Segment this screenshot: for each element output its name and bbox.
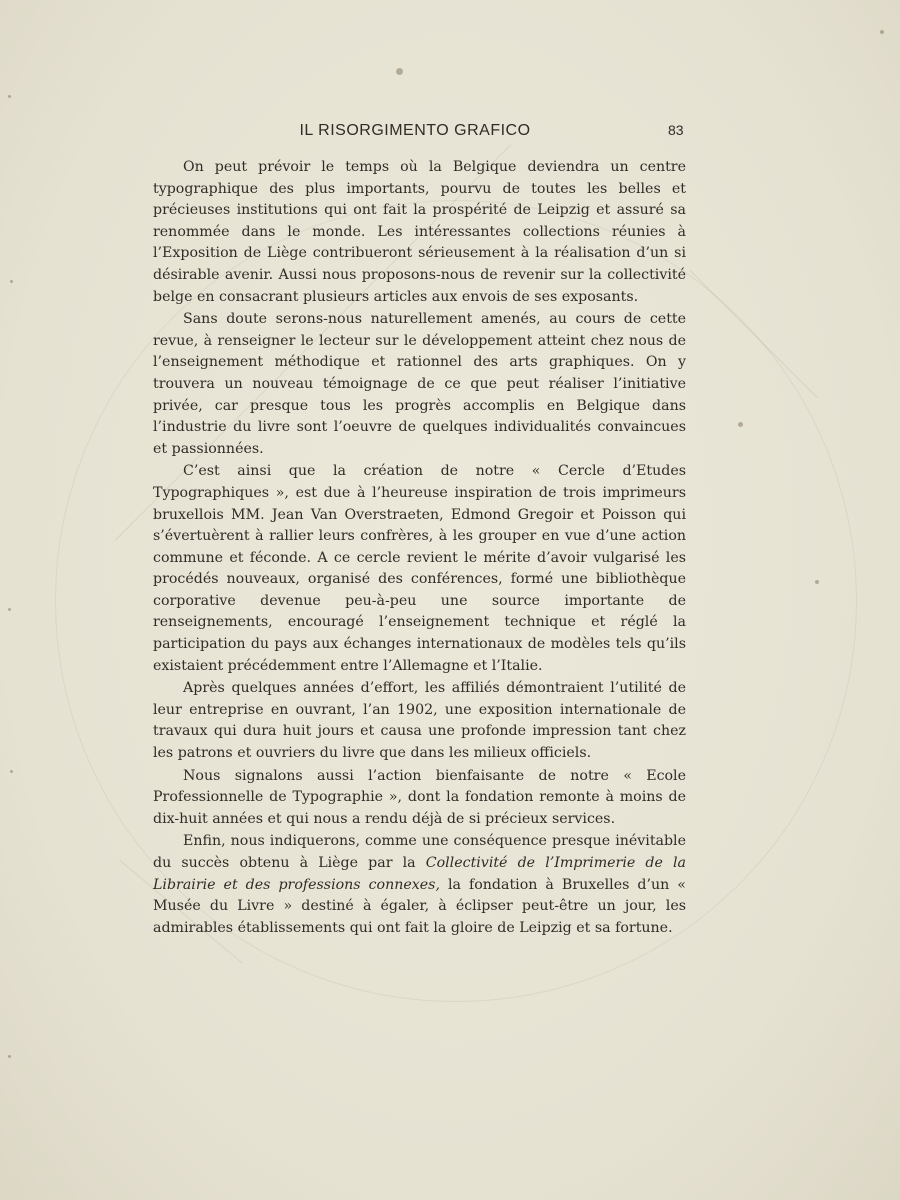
paper-speck bbox=[8, 95, 11, 98]
paragraph: On peut prévoir le temps où la Belgique deviendra un centre typographique des plus importants, pourvu de toutes les belles et précieuses institutions qui ont fait la prospérité de Leipzig et assuré sa renommée dans le monde. Les intéressantes collections réunies à l’Exposition de Liège contribueront sérieusement à la réalisation d’un si désirable avenir. Aussi nous proposons-nous de revenir sur la collectivité belge en consacrant plusieurs articles aux envois de ses exposants. bbox=[153, 159, 686, 305]
paragraph: Nous signalons aussi l’action bienfaisante de notre « Ecole Professionnelle de Typographie », dont la fondation remonte à moins de dix-huit années et qui nous a rendu déjà de si précieux services. bbox=[153, 767, 686, 827]
paper-speck bbox=[8, 1055, 11, 1058]
article-body bbox=[153, 157, 686, 940]
running-header-title: IL RISORGIMENTO GRAFICO bbox=[299, 122, 531, 139]
italic-collective-name: Collectivité de l’Imprimerie de la Librairie et des professions connexes, bbox=[153, 855, 687, 893]
paper-speck bbox=[10, 770, 13, 773]
paragraph-text: Enfin, nous indiquerons, comme une conséquence presque inévitable du succès obtenu à Liège par la bbox=[153, 833, 686, 871]
paragraph-text: la fondation à Bruxelles d’un « Musée du Livre » destiné à égaler, à éclipser peut-être un jour, les admirables établissements qui ont fait la gloire de Leipzig et sa fortune. bbox=[153, 876, 686, 936]
paragraph bbox=[153, 831, 686, 939]
paper-speck bbox=[8, 608, 11, 611]
paper-speck bbox=[880, 30, 884, 34]
page-number: 83 bbox=[668, 122, 684, 138]
paper-speck bbox=[738, 422, 743, 427]
paper-speck bbox=[396, 68, 403, 75]
paper-speck bbox=[10, 280, 13, 283]
paragraph: Sans doute serons-nous naturellement amenés, au cours de cette revue, à renseigner le lecteur sur le développement atteint chez nous de l’enseignement méthodique et rationnel des arts graphiques. On y trouvera un nouveau témoignage de ce que peut réaliser l’initiative privée, car presque tous les progrès accomplis en Belgique dans l’industrie du livre sont l’oeuvre de quelques individualités convaincues et passionnées. bbox=[153, 311, 686, 457]
paragraph: C’est ainsi que la création de notre « Cercle d’Etudes Typographiques », est due à l’heureuse inspiration de trois imprimeurs bruxellois MM. Jean Van Overstraeten, Edmond Gregoir et Poisson qui s’évertuèrent à rallier leurs confrères, à les grouper en vue d’une action commune et féconde. A ce cercle revient le mérite d’avoir vulgarisé les procédés nouveaux, organisé des conférences, formé une bibliothèque corporative devenue peu-à-peu une source importante de renseignements, encouragé l’enseignement technique et réglé la participation du pays aux échanges internationaux de modèles tels qu’ils existaient précédemment entre l’Allemagne et l’Italie. bbox=[153, 463, 686, 674]
paragraph: Après quelques années d’effort, les affiliés démontraient l’utilité de leur entreprise en ouvrant, l’an 1902, une exposition internationale de travaux qui dura huit jours et causa une profonde impression tant chez les patrons et ouvriers du livre que dans les milieux officiels. bbox=[153, 680, 686, 762]
paper-speck bbox=[815, 580, 819, 584]
